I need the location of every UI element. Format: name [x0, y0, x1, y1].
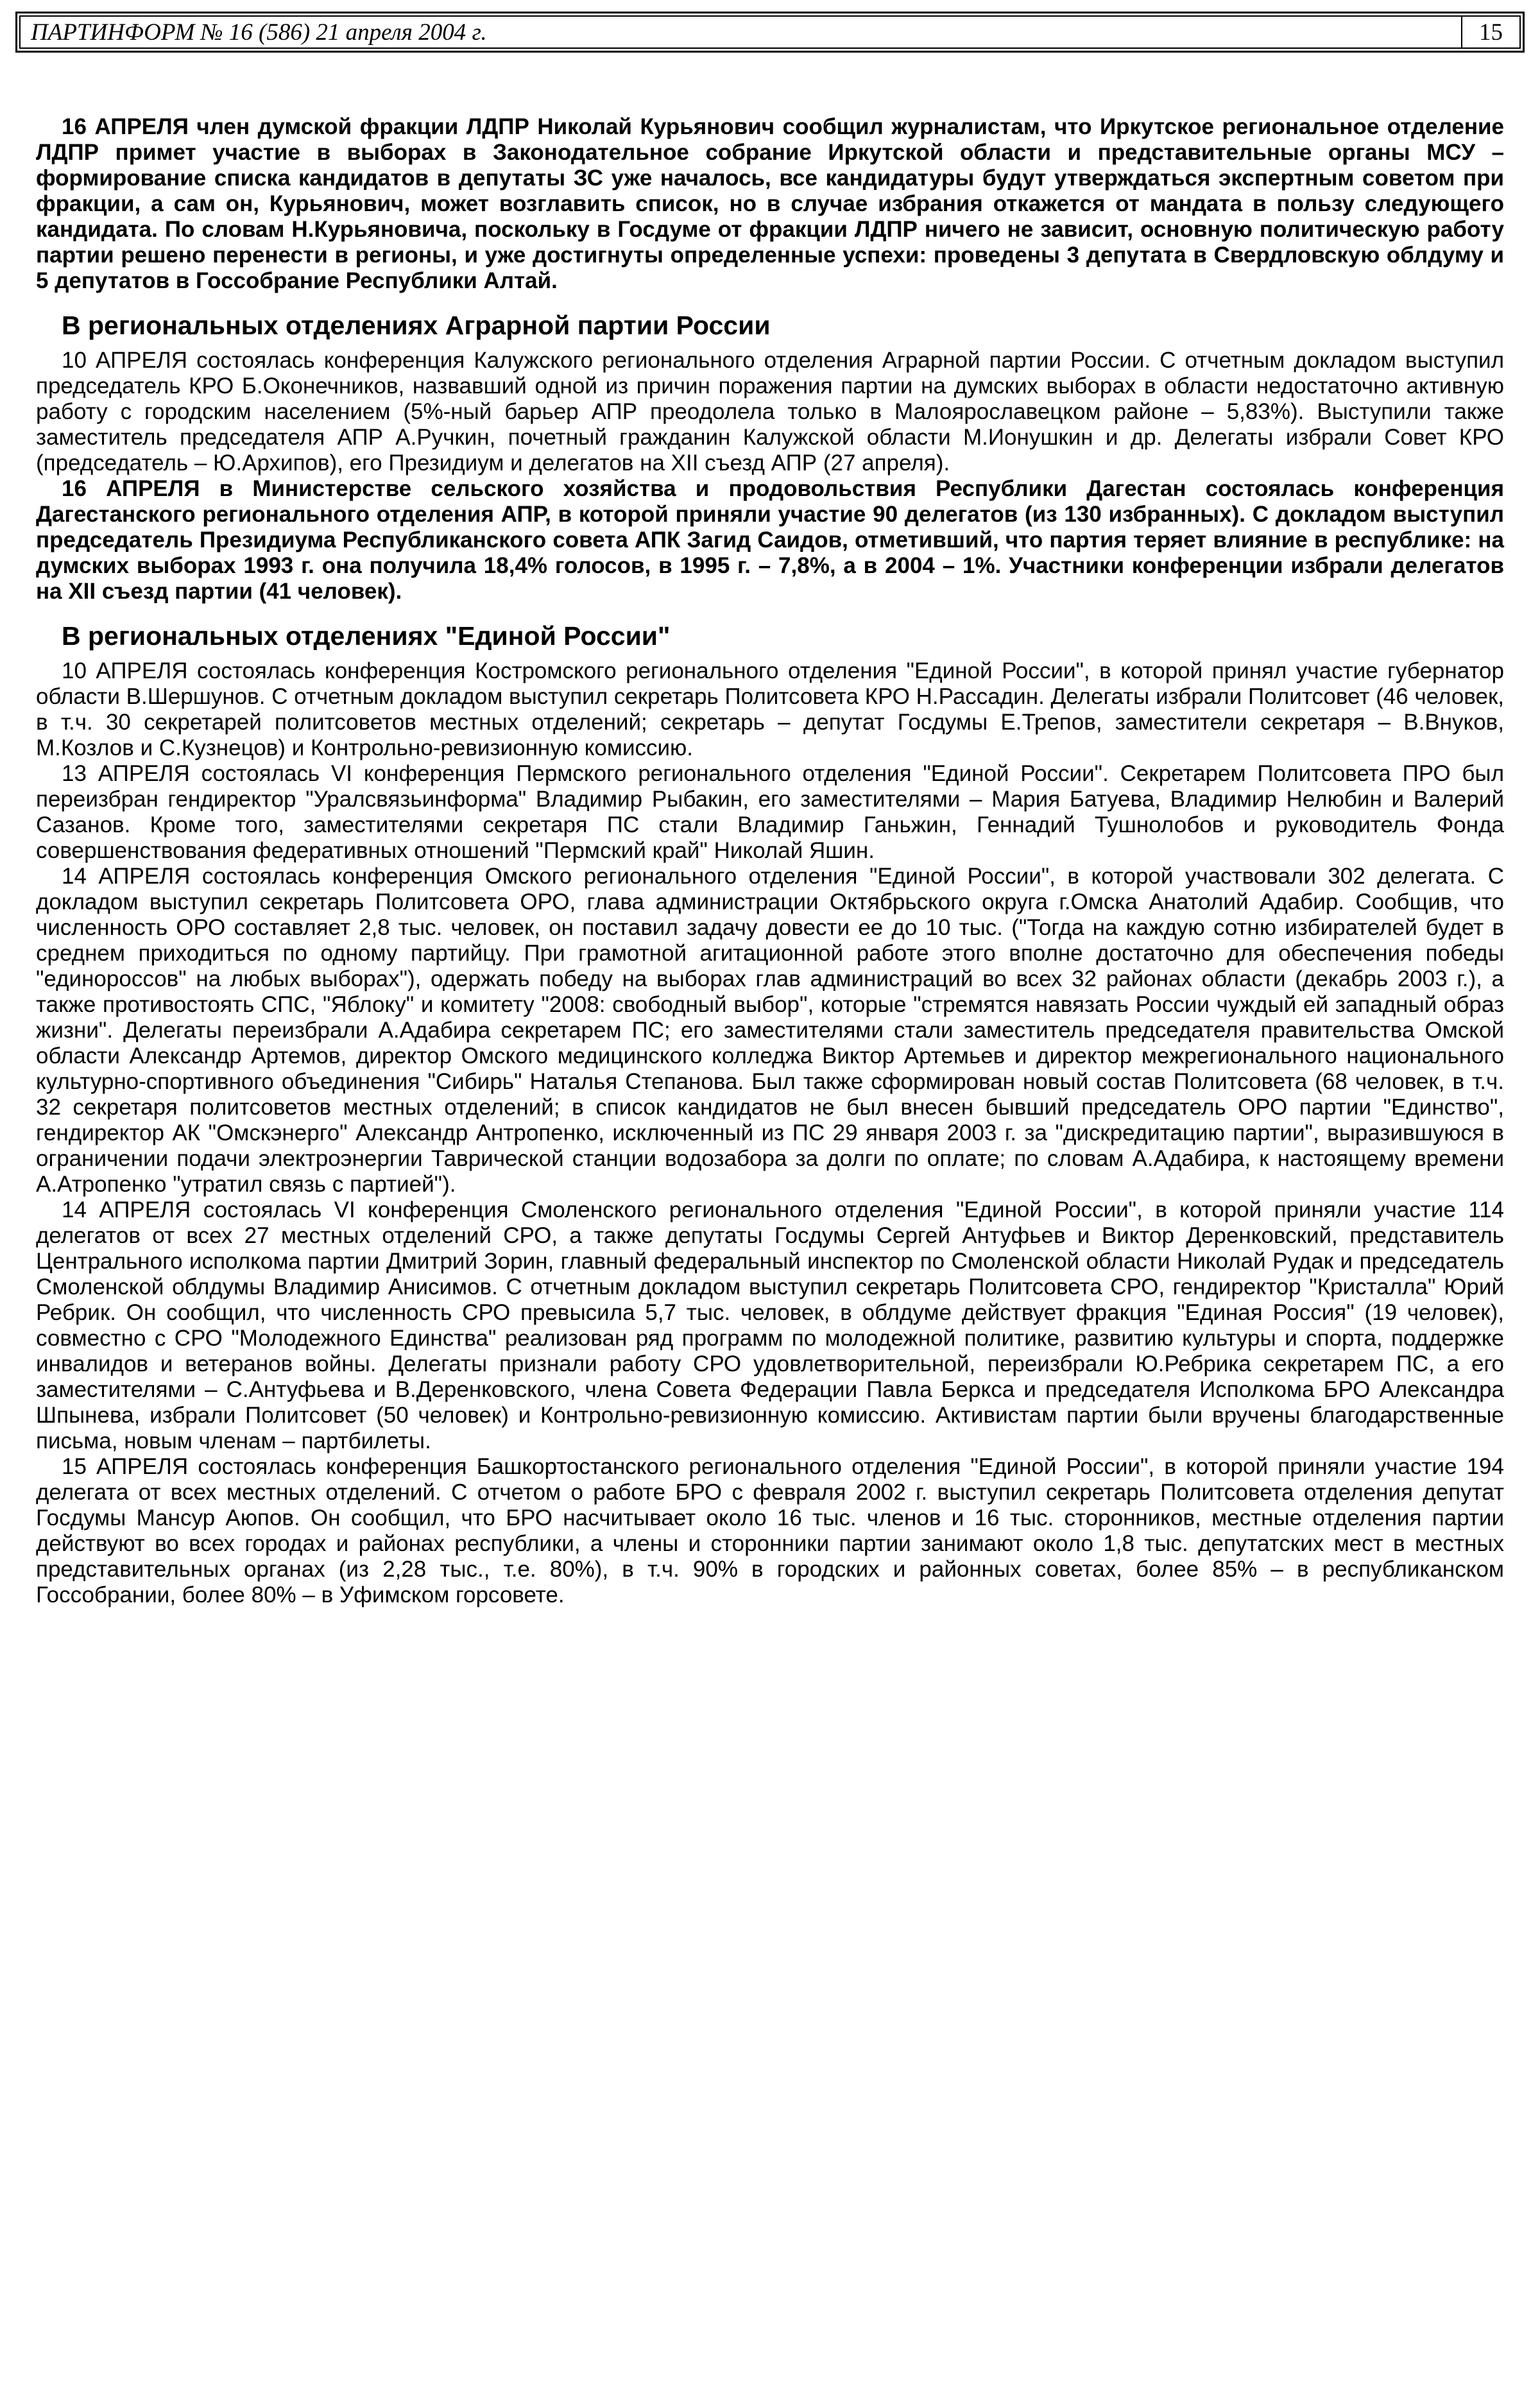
paragraph: 10 АПРЕЛЯ состоялась конференция Костромского регионального отделения "Единой России", в которой принял участие губернатор области В.Шершунов. С отчетным докладом выступил секретарь Политсовета КРО Н.Рассадин. Делегаты избрали Политсовет (46 человек, в т.ч. 30 секретарей политсоветов местных отделений; секретарь – депутат Госдумы Е.Трепов, заместители секретаря – В.Внуков, М.Козлов и С.Кузнецов) и Контрольно-ревизионную комиссию.	[36, 658, 1504, 760]
page-number-cell	[1461, 17, 1519, 47]
paragraph: 10 АПРЕЛЯ состоялась конференция Калужского регионального отделения Аграрной партии России. С отчетным докладом выступил председатель КРО Б.Оконечников, назвавший одной из причин поражения партии на думских выборах в области недостаточно активную работу с городским населением (5%-ный барьер АПР преодолела только в Малоярославецком районе – 5,83%). Выступили также заместитель председателя АПР А.Ручкин, почетный гражданин Калужской области М.Ионушкин и др. Делегаты избрали Совет КРО (председатель – Ю.Архипов), его Президиум и делегатов на XII съезд АПР (27 апреля).	[36, 348, 1504, 476]
newsletter-title: ПАРТИНФОРМ № 16 (586) 21 апреля 2004 г.	[31, 19, 487, 46]
paragraph: 14 АПРЕЛЯ состоялась конференция Омского регионального отделения "Единой России", в которой участвовали 302 делегата. С докладом выступил секретарь Политсовета ОРО, глава администрации Октябрьского округа г.Омска Анатолий Адабир. Сообщив, что численность ОРО составляет 2,8 тыс. человек, он поставил задачу довести ее до 10 тыс. ("Тогда на каждую сотню избирателей будет в среднем приходиться по одному партийцу. При грамотной агитационной работе этого вполне достаточно для обеспечения победы "единороссов" на любых выборах"), одержать победу на выборах глав администраций во всех 32 районах области (декабрь 2003 г.), а также противостоять СПС, "Яблоку" и комитету "2008: свободный выбор", которые "стремятся навязать России чуждый ей западный образ жизни". Делегаты переизбрали А.Адабира секретарем ПС; его заместителями стали заместитель председателя правительства Омской области Александр Артемов, директор Омского медицинского колледжа Виктор Артемьев и директор межрегионального национального культурно-спортивного объединения "Сибирь" Наталья Степанова. Был также сформирован новый состав Политсовета (68 человек, в т.ч. 32 секретаря политсоветов местных отделений; в список кандидатов не был внесен бывший председатель ОРО партии "Единство", гендиректор АК "Омскэнерго" Александр Антропенко, исключенный из ПС 29 января 2003 г. за "дискредитацию партии", выразившуюся в ограничении подачи электроэнергии Таврической станции водозабора за долги по оплате; по словам А.Адабира, к настоящему времени А.Атропенко "утратил связь с партией").	[36, 864, 1504, 1197]
section-heading: В региональных отделениях Аграрной партии России	[62, 311, 771, 340]
article-content	[36, 114, 1504, 1608]
page-header	[15, 12, 1525, 53]
paragraph: 15 АПРЕЛЯ состоялась конференция Башкортостанского регионального отделения "Единой России", в которой приняли участие 194 делегата от всех местных отделений. С отчетом о работе БРО с февраля 2002 г. выступил секретарь Политсовета отделения депутат Госдумы Мансур Аюпов. Он сообщил, что БРО насчитывает около 16 тыс. членов и 16 тыс. сторонников, местные отделения партии действуют во всех городах и районах республики, а члены и сторонники партии занимают около 1,8 тыс. депутатских мест в местных представительных органах (из 2,28 тыс., т.е. 80%), в т.ч. 90% в городских и районных советах, более 85% – в республиканском Госсобрании, более 80% – в Уфимском горсовете.	[36, 1454, 1504, 1607]
section-heading: В региональных отделениях "Единой России"	[62, 621, 671, 651]
paragraph: 13 АПРЕЛЯ состоялась VI конференция Пермского регионального отделения "Единой России". Секретарем Политсовета ПРО был переизбран гендиректор "Уралсвязьинформа" Владимир Рыбакин, его заместителями – Мария Батуева, Владимир Нелюбин и Валерий Сазанов. Кроме того, заместителями секретаря ПС стали Владимир Ганьжин, Геннадий Тушнолобов и руководитель Фонда совершенствования федеративных отношений "Пермский край" Николай Яшин.	[36, 761, 1504, 863]
paragraph: 16 АПРЕЛЯ член думской фракции ЛДПР Николай Курьянович сообщил журналистам, что Иркутское региональное отделение ЛДПР примет участие в выборах в Законодательное собрание Иркутской области и представительные органы МСУ – формирование списка кандидатов в депутаты ЗС уже началось, все кандидатуры будут утверждаться экспертным советом при фракции, а сам он, Курьянович, может возглавить список, но в случае избрания откажется от мандата в пользу следующего кандидата. По словам Н.Курьяновича, поскольку в Госдуме от фракции ЛДПР ничего не зависит, основную политическую работу партии решено перенести в регионы, и уже достигнуты определенные успехи: проведены 3 депутата в Свердловскую облдуму и 5 депутатов в Госсобрание Республики Алтай.	[36, 114, 1504, 293]
paragraph: 14 АПРЕЛЯ состоялась VI конференция Смоленского регионального отделения "Единой России", в которой приняли участие 114 делегатов от всех 27 местных отделений СРО, а также депутаты Госдумы Сергей Антуфьев и Виктор Деренковский, представитель Центрального исполкома партии Дмитрий Зорин, главный федеральный инспектор по Смоленской области Николай Рудак и председатель Смоленской облдумы Владимир Анисимов. С отчетным докладом выступил секретарь Политсовета СРО, гендиректор "Кристалла" Юрий Ребрик. Он сообщил, что численность СРО превысила 5,7 тыс. человек, в облдуме действует фракция "Единая Россия" (19 человек), совместно с СРО "Молодежного Единства" реализован ряд программ по молодежной политике, развитию культуры и спорта, поддержке инвалидов и ветеранов войны. Делегаты признали работу СРО удовлетворительной, переизбрали Ю.Ребрика секретарем ПС, а его заместителями – С.Антуфьева и В.Деренковского, члена Совета Федерации Павла Беркса и председателя Исполкома БРО Александра Шпынева, избрали Политсовет (50 человек) и Контрольно-ревизионную комиссию. Активистам партии были вручены благодарственные письма, новым членам – партбилеты.	[36, 1197, 1504, 1453]
page-number: 15	[1479, 19, 1503, 46]
paragraph: 16 АПРЕЛЯ в Министерстве сельского хозяйства и продовольствия Республики Дагестан состоялась конференция Дагестанского регионального отделения АПР, в которой приняли участие 90 делегатов (из 130 избранных). С докладом выступил председатель Президиума Республиканского совета АПК Загид Саидов, отметивший, что партия теряет влияние в республике: на думских выборах 1993 г. она получила 18,4% голосов, в 1995 г. – 7,8%, а в 2004 – 1%. Участники конференции избрали делегатов на XII съезд партии (41 человек).	[36, 476, 1504, 604]
page-header-box	[19, 15, 1521, 49]
